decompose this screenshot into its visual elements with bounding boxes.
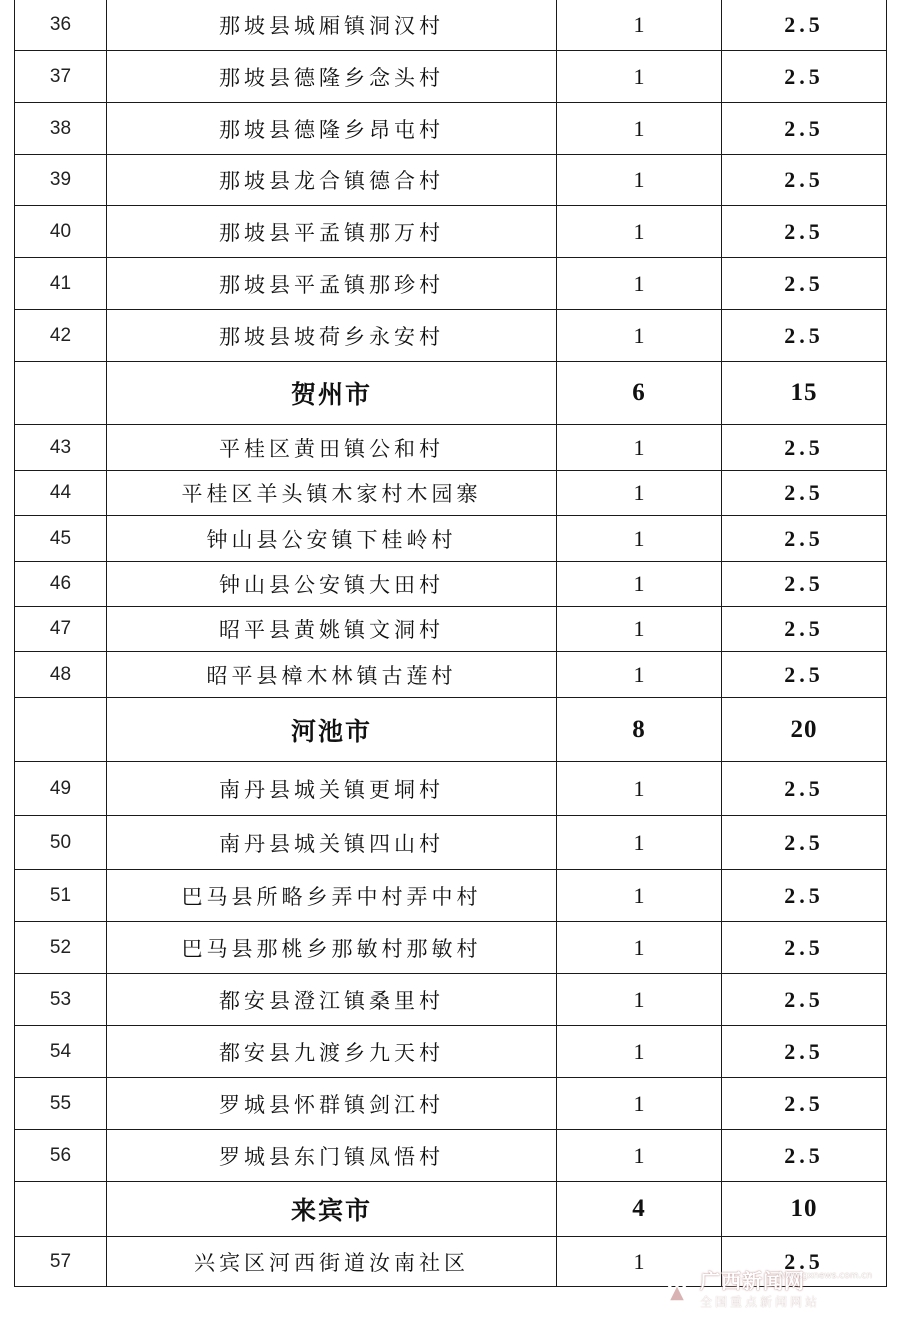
village-name-cell: 钟山县公安镇大田村 [107,562,557,607]
count-cell: 4 [557,1182,722,1237]
count-cell: 1 [557,425,722,471]
table-row [15,310,887,362]
village-name-cell: 都安县澄江镇桑里村 [107,974,557,1026]
table-row [15,1130,887,1182]
row-index-cell: 44 [15,471,107,516]
row-index-cell: 56 [15,1130,107,1182]
table-row [15,652,887,698]
count-cell: 6 [557,362,722,425]
village-name-cell: 罗城县怀群镇剑江村 [107,1078,557,1130]
count-cell: 1 [557,1130,722,1182]
count-cell: 1 [557,1026,722,1078]
count-cell: 1 [557,516,722,562]
village-name-cell: 巴马县所略乡弄中村弄中村 [107,870,557,922]
amount-cell: 2.5 [722,51,887,103]
amount-cell: 2.5 [722,103,887,155]
row-index-cell: 49 [15,762,107,816]
table-row [15,258,887,310]
table-row [15,1026,887,1078]
amount-cell: 2.5 [722,1078,887,1130]
village-name-cell: 昭平县黄姚镇文洞村 [107,607,557,652]
village-name-cell: 罗城县东门镇凤悟村 [107,1130,557,1182]
row-index-cell: 50 [15,816,107,870]
row-index-cell: 48 [15,652,107,698]
amount-cell: 2.5 [722,652,887,698]
village-name-cell: 平桂区羊头镇木家村木园寨 [107,471,557,516]
amount-cell: 2.5 [722,0,887,51]
table-row [15,974,887,1026]
site-watermark [660,1265,890,1317]
count-cell: 1 [557,816,722,870]
row-index-cell: 57 [15,1237,107,1287]
watermark-url: www.gxnews.com.cn [778,1271,873,1281]
village-name-cell: 巴马县那桃乡那敏村那敏村 [107,922,557,974]
row-index-cell: 40 [15,206,107,258]
village-name-cell: 那坡县德隆乡念头村 [107,51,557,103]
row-index-cell: 52 [15,922,107,974]
row-index-cell: 42 [15,310,107,362]
amount-cell: 15 [722,362,887,425]
city-subtotal-row [15,1182,887,1237]
count-cell: 1 [557,103,722,155]
table-row [15,870,887,922]
village-name-cell: 昭平县樟木林镇古莲村 [107,652,557,698]
amount-cell: 2.5 [722,155,887,206]
count-cell: 1 [557,562,722,607]
city-subtotal-row [15,362,887,425]
count-cell: 8 [557,698,722,762]
row-index-cell: 38 [15,103,107,155]
amount-cell: 2.5 [722,974,887,1026]
row-index-cell: 46 [15,562,107,607]
amount-cell: 2.5 [722,1130,887,1182]
amount-cell: 2.5 [722,310,887,362]
amount-cell: 20 [722,698,887,762]
count-cell: 1 [557,1237,722,1287]
village-name-cell: 南丹县城关镇四山村 [107,816,557,870]
row-index-cell: 54 [15,1026,107,1078]
count-cell: 1 [557,0,722,51]
table-row [15,51,887,103]
amount-cell: 2.5 [722,471,887,516]
amount-cell: 10 [722,1182,887,1237]
amount-cell: 2.5 [722,1026,887,1078]
table-row [15,471,887,516]
table-body [15,0,887,1287]
amount-cell: 2.5 [722,425,887,471]
count-cell: 1 [557,652,722,698]
table-row [15,425,887,471]
row-index-cell: 47 [15,607,107,652]
row-index-cell: 43 [15,425,107,471]
village-name-cell: 那坡县平孟镇那珍村 [107,258,557,310]
amount-cell: 2.5 [722,607,887,652]
count-cell: 1 [557,310,722,362]
table-row [15,762,887,816]
amount-cell: 2.5 [722,1237,887,1287]
row-index-cell [15,1182,107,1237]
amount-cell: 2.5 [722,762,887,816]
table-row [15,206,887,258]
village-name-cell: 钟山县公安镇下桂岭村 [107,516,557,562]
city-name-cell: 贺州市 [107,362,557,425]
count-cell: 1 [557,51,722,103]
count-cell: 1 [557,922,722,974]
table-row [15,1078,887,1130]
village-name-cell: 兴宾区河西街道汝南社区 [107,1237,557,1287]
village-name-cell: 那坡县平孟镇那万村 [107,206,557,258]
table-row [15,922,887,974]
row-index-cell: 53 [15,974,107,1026]
gxnews-logo-icon [660,1269,694,1303]
amount-cell: 2.5 [722,870,887,922]
allocation-table [14,0,887,1287]
row-index-cell: 45 [15,516,107,562]
table-row [15,103,887,155]
village-name-cell: 那坡县坡荷乡永安村 [107,310,557,362]
city-subtotal-row [15,698,887,762]
row-index-cell: 41 [15,258,107,310]
count-cell: 1 [557,258,722,310]
city-name-cell: 来宾市 [107,1182,557,1237]
watermark-site-name: 广西新闻网 [700,1269,805,1293]
row-index-cell: 39 [15,155,107,206]
row-index-cell: 51 [15,870,107,922]
row-index-cell: 36 [15,0,107,51]
village-name-cell: 都安县九渡乡九天村 [107,1026,557,1078]
row-index-cell [15,698,107,762]
amount-cell: 2.5 [722,562,887,607]
village-name-cell: 平桂区黄田镇公和村 [107,425,557,471]
count-cell: 1 [557,155,722,206]
count-cell: 1 [557,1078,722,1130]
table-row [15,0,887,51]
row-index-cell: 55 [15,1078,107,1130]
village-name-cell: 那坡县城厢镇洞汉村 [107,0,557,51]
village-name-cell: 那坡县德隆乡昂屯村 [107,103,557,155]
count-cell: 1 [557,607,722,652]
count-cell: 1 [557,471,722,516]
city-name-cell: 河池市 [107,698,557,762]
row-index-cell: 37 [15,51,107,103]
table-row [15,607,887,652]
count-cell: 1 [557,762,722,816]
amount-cell: 2.5 [722,516,887,562]
amount-cell: 2.5 [722,816,887,870]
table-row [15,516,887,562]
table-row [15,155,887,206]
amount-cell: 2.5 [722,922,887,974]
count-cell: 1 [557,870,722,922]
village-name-cell: 那坡县龙合镇德合村 [107,155,557,206]
village-name-cell: 南丹县城关镇更垌村 [107,762,557,816]
row-index-cell [15,362,107,425]
count-cell: 1 [557,206,722,258]
watermark-slogan: 全国重点新闻网站 [700,1295,821,1309]
table-row [15,816,887,870]
count-cell: 1 [557,974,722,1026]
amount-cell: 2.5 [722,258,887,310]
table-row [15,562,887,607]
amount-cell: 2.5 [722,206,887,258]
